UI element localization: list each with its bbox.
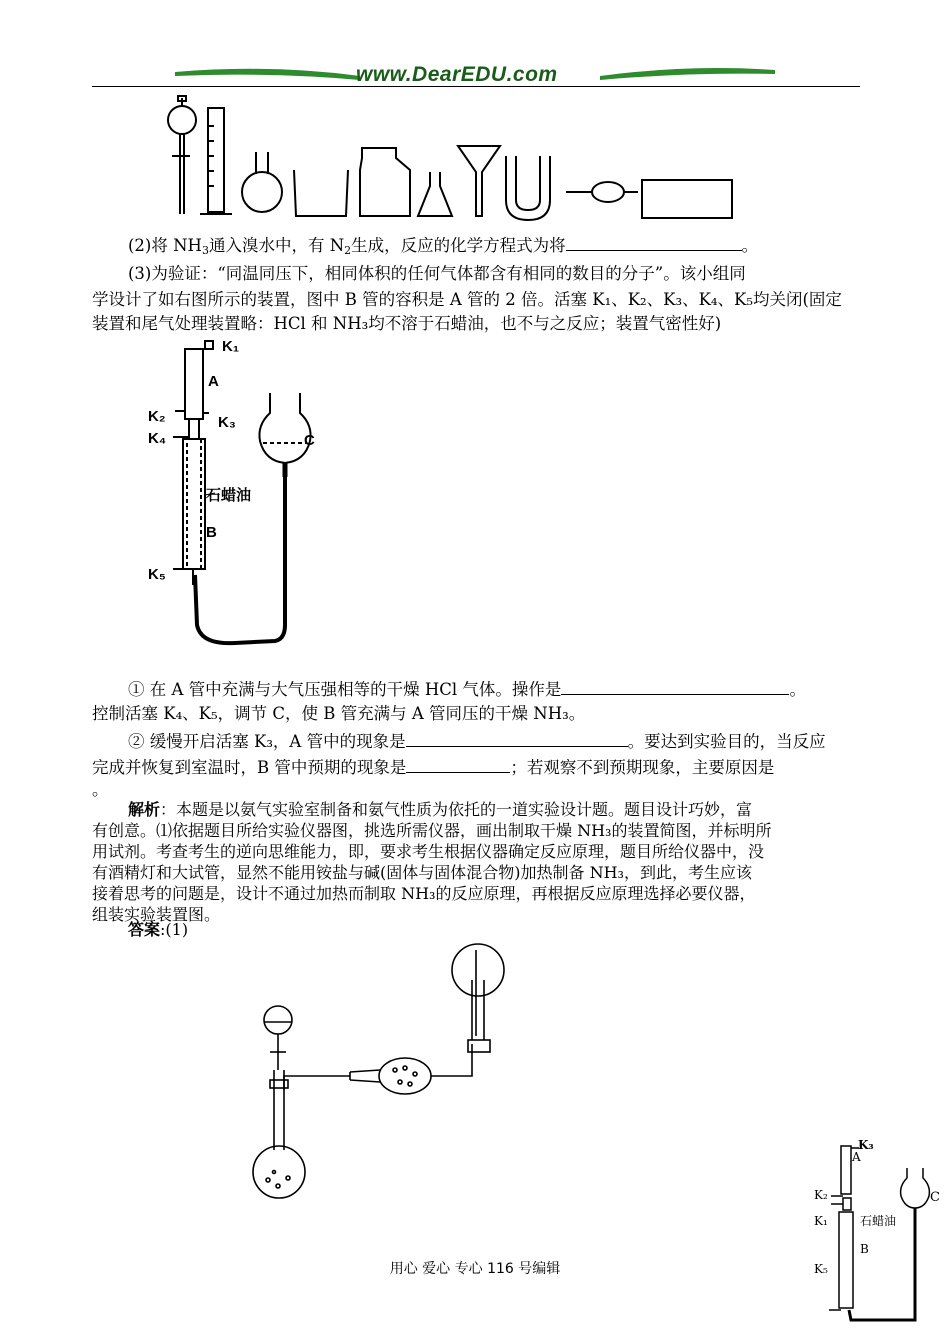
label-k3: K₃ [218,414,236,431]
graduated-cylinder-icon [200,108,232,214]
analysis-line-4: 有酒精灯和大试管，显然不能用铵盐与碱(固体与固体混合物)加热制备 NH₃，到此，考生应该 [92,863,752,882]
analysis-line-2: 有创意。⑴依据题目所给实验仪器图，挑选所需仪器，画出制取干燥 NH₃的装置简图，并标明所 [92,821,772,840]
analysis-line-3: 用试剂。考查考生的逆向思维能力，即，要求考生根据仪器确定反应原理，题目所给仪器中，没 [92,842,765,861]
answer-blank-operation[interactable] [561,676,789,695]
reagent-bottle-icon [360,148,410,216]
analysis-line-1: 解析：本题是以氨气实验室制备和氨气性质为依托的一道实验设计题。题目设计巧妙，富 [128,800,753,819]
thumb-label-k5: K₅ [814,1262,828,1276]
question-3-line-1: (3)为验证：“同温同压下，相同体积的任何气体都含有相同的数目的分子”。该小组同 [128,264,746,283]
answer-blank-tube-b[interactable] [406,754,510,773]
thumb-label-b: B [860,1242,869,1256]
drying-tube-icon [566,182,638,202]
u-tube-icon [506,156,550,220]
analysis-line-5: 接着思考的问题是，设计不通过加热而制取 NH₃的反应原理，再根据反应原理选择必要仪器， [92,884,756,903]
apparatus-row-figure [160,96,760,226]
label-a: A [208,373,219,390]
erlenmeyer-flask-icon [418,172,452,216]
trough-icon [642,180,732,218]
label-c: C [304,432,315,449]
header-rule [92,86,860,87]
sub-question-2-line-1: ② 缓慢开启活塞 K₃，A 管中的现象是 。要达到实验目的，当反应 [128,728,826,754]
question-3-line-2: 学设计了如右图所示的装置，图中 B 管的容积是 A 管的 2 倍。活塞 K₁、K₂、K₃、K₄、K₅均关闭(固定 [92,290,842,309]
question-2: (2)将 $NH_3$通入溴水中，有 $N_2$生成，反应的化学方程式为将 。 [128,232,758,263]
label-k5: K₅ [148,566,166,583]
ammonia-preparation-figure [250,940,550,1200]
thumb-label-k2: K₂ [814,1188,828,1202]
sub-question-2-line-2: 完成并恢复到室温时，B 管中预期的现象是 ；若观察不到预期现象，主要原因是 [92,754,774,780]
question-3-line-3: 装置和尾气处理装置略：HCl 和 NH₃均不溶于石蜡油，也不与之反应；装置气密性好) [92,314,722,333]
analysis-line-6: 组装实验装置图。 [92,905,221,924]
answer-blank-equation[interactable] [566,232,742,251]
gas-volume-apparatus-thumbnail [815,1138,945,1328]
thumb-label-paraffin-oil: 石蜡油 [860,1214,897,1228]
sub-question-1-line-1: ① 在 A 管中充满与大气压强相等的干燥 HCl 气体。操作是 。 [128,676,806,702]
funnel-icon [458,146,500,216]
beaker-icon [294,170,348,216]
page-footer: 用心 爱心 专心 116 号编辑 [389,1261,561,1277]
label-b: B [206,524,217,541]
label-k2: K₂ [148,408,166,425]
answer-heading: 答案:(1) [128,920,189,939]
label-k4: K₄ [148,430,166,447]
label-k1: K₁ [222,338,240,355]
thumb-label-a: A [852,1150,861,1164]
round-flask-icon [242,152,282,212]
thumb-label-k1: K₁ [814,1214,828,1228]
thumb-label-c: C [930,1190,940,1205]
answer-blank-tube-a[interactable] [406,728,628,747]
sub-question-1-line-2: 控制活塞 K₄、K₅，调节 C，使 B 管充满与 A 管同压的干燥 NH₃。 [92,704,586,723]
thumb-label-k3: K₃ [858,1138,874,1152]
sub-question-2-line-3: 。 [92,780,109,799]
label-paraffin-oil: 石蜡油 [206,487,252,504]
site-name: www.DearEDU.com [356,63,558,86]
separatory-funnel-icon [168,96,196,214]
